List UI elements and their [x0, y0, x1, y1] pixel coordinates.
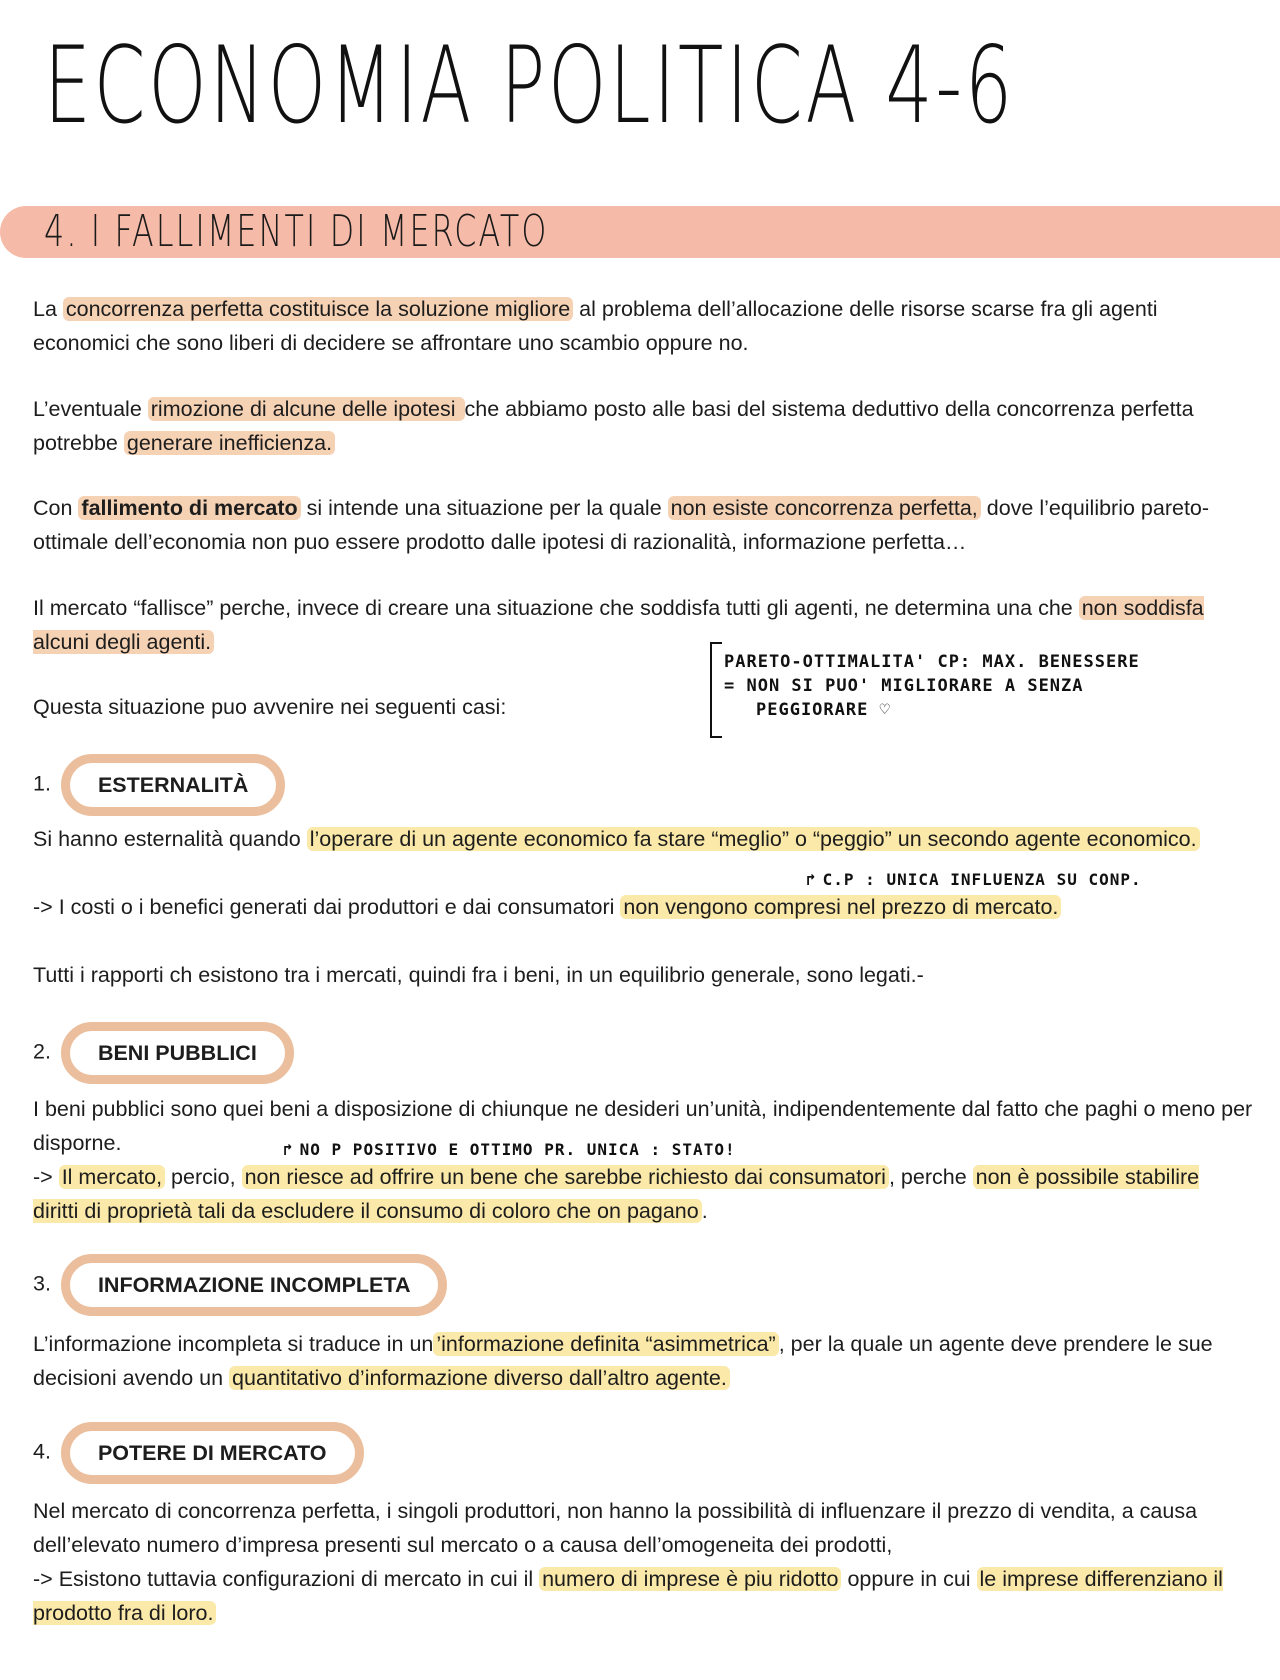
highlight: ’informazione definita “asimmetrica”: [433, 1332, 778, 1356]
highlight: non è possibile stabilire diritti di proprietà tali da escludere il consumo di coloro che on pagano: [33, 1165, 1200, 1223]
circled-heading: POTERE DI MERCATO: [61, 1422, 364, 1484]
circled-heading: BENI PUBBLICI: [61, 1022, 294, 1084]
paragraph-market-power: Nel mercato di concorrenza perfetta, i singoli produttori, non hanno la possibilità di influenzare il prezzo di vendita, a causa dell’elevato numero d’impresa presenti sul mercato o a causa dell’omogeneita dei prodotti,: [33, 1499, 1198, 1557]
handwritten-note-pareto: PARETO-OTTIMALITA' CP: MAX. BENESSERE = NON SI PUO' MIGLIORARE A SENZA PEGGIORARE ♡: [724, 652, 1140, 720]
highlight: non vengono compresi nel prezzo di mercato.: [620, 895, 1061, 919]
paragraph-market-failure: Con fallimento di mercato si intende una situazione per la quale non esiste concorrenza perfetta, dove l’equilibrio pareto-ottimale dell’economia non puo essere prodotto dalle ipotesi di razionalità, informazione perfetta…: [33, 496, 1210, 554]
highlight: generare inefficienza.: [124, 431, 335, 455]
paragraph-market-cannot: -> Il mercato, percio, non riesce ad offrire un bene che sarebbe richiesto dai consumatori , perche non è possibile stabilire diritti di proprietà tali da escludere il consumo di coloro che on pagano .: [33, 1165, 1200, 1223]
case-externalities: 1. ESTERNALITÀ: [33, 754, 285, 816]
highlight: concorrenza perfetta costituisce la soluzione migliore: [63, 297, 573, 321]
highlight: non esiste concorrenza perfetta,: [668, 496, 981, 520]
paragraph-intro: La concorrenza perfetta costituisce la soluzione migliore al problema dell’allocazione delle risorse scarse fra gli agenti economici che sono liberi di decidere se affrontare uno scambio oppure no.: [33, 297, 1158, 355]
page-title: ECONOMIA POLITICA 4-6: [44, 24, 1015, 147]
paragraph-cases: Questa situazione puo avvenire nei seguenti casi:: [33, 695, 507, 719]
paragraph-incomplete-info: L’informazione incompleta si traduce in un ’informazione definita “asimmetrica” , per la quale un agente deve prendere le sue decisioni avendo un quantitativo d’informazione diverso dall’altro agente.: [33, 1332, 1213, 1390]
highlight: rimozione di alcune delle ipotesi: [148, 397, 465, 421]
case-incomplete-info: 3. INFORMAZIONE INCOMPLETA: [33, 1254, 447, 1316]
highlight: fallimento di mercato: [78, 496, 300, 520]
section-title: 4. I FALLIMENTI DI MERCATO: [44, 206, 549, 257]
highlight: non soddisfa alcuni degli agenti.: [33, 596, 1204, 654]
highlight: l’operare di un agente economico fa stare “meglio” o “peggio” un secondo agente economico.: [307, 827, 1200, 851]
highlight: Il mercato,: [59, 1165, 165, 1189]
paragraph-hypotheses: L’eventuale rimozione di alcune delle ipotesi che abbiamo posto alle basi del sistema deduttivo della concorrenza perfetta potrebbe generare inefficienza.: [33, 397, 1194, 455]
case-public-goods: 2. BENI PUBBLICI: [33, 1022, 294, 1084]
highlight: non riesce ad offrire un bene che sarebbe richiesto dai consumatori: [242, 1165, 889, 1189]
paragraph-configurations: -> Esistono tuttavia configurazioni di mercato in cui il numero di imprese è piu ridotto oppure in cui le imprese differenziano il prodotto fra di loro.: [33, 1567, 1223, 1625]
circled-heading: ESTERNALITÀ: [61, 754, 286, 816]
paragraph-public-goods: I beni pubblici sono quei beni a disposizione di chiunque ne desideri un’unità, indipendentemente dal fatto che paghi o meno per disporne.: [33, 1097, 1253, 1155]
note-bracket: [710, 642, 722, 738]
paragraph-relations: Tutti i rapporti ch esistono tra i mercati, quindi fra i beni, in un equilibrio generale, sono legati.-: [33, 963, 924, 987]
paragraph-costs: -> I costi o i benefici generati dai produttori e dai consumatori non vengono compresi nel prezzo di mercato.: [33, 890, 1233, 924]
paragraph-externalities: Si hanno esternalità quando l’operare di un agente economico fa stare “meglio” o “peggio” un secondo agente economico.: [33, 822, 1233, 856]
handwritten-note-cp: ↱ C.P : UNICA INFLUENZA SU CONP.: [806, 870, 1142, 889]
case-market-power: 4. POTERE DI MERCATO: [33, 1422, 364, 1484]
highlight: quantitativo d’informazione diverso dall’altro agente.: [229, 1366, 730, 1390]
handwritten-note-state: ↱ NO P POSITIVO E OTTIMO PR. UNICA : STATO!: [283, 1140, 736, 1159]
highlight: numero di imprese è piu ridotto: [539, 1567, 841, 1591]
paragraph-fails: Il mercato “fallisce” perche, invece di creare una situazione che soddisfa tutti gli agenti, ne determina una che non soddisfa alcuni degli agenti.: [33, 596, 1204, 654]
highlight: le imprese differenziano il prodotto fra di loro.: [33, 1567, 1223, 1625]
circled-heading: INFORMAZIONE INCOMPLETA: [61, 1254, 448, 1316]
